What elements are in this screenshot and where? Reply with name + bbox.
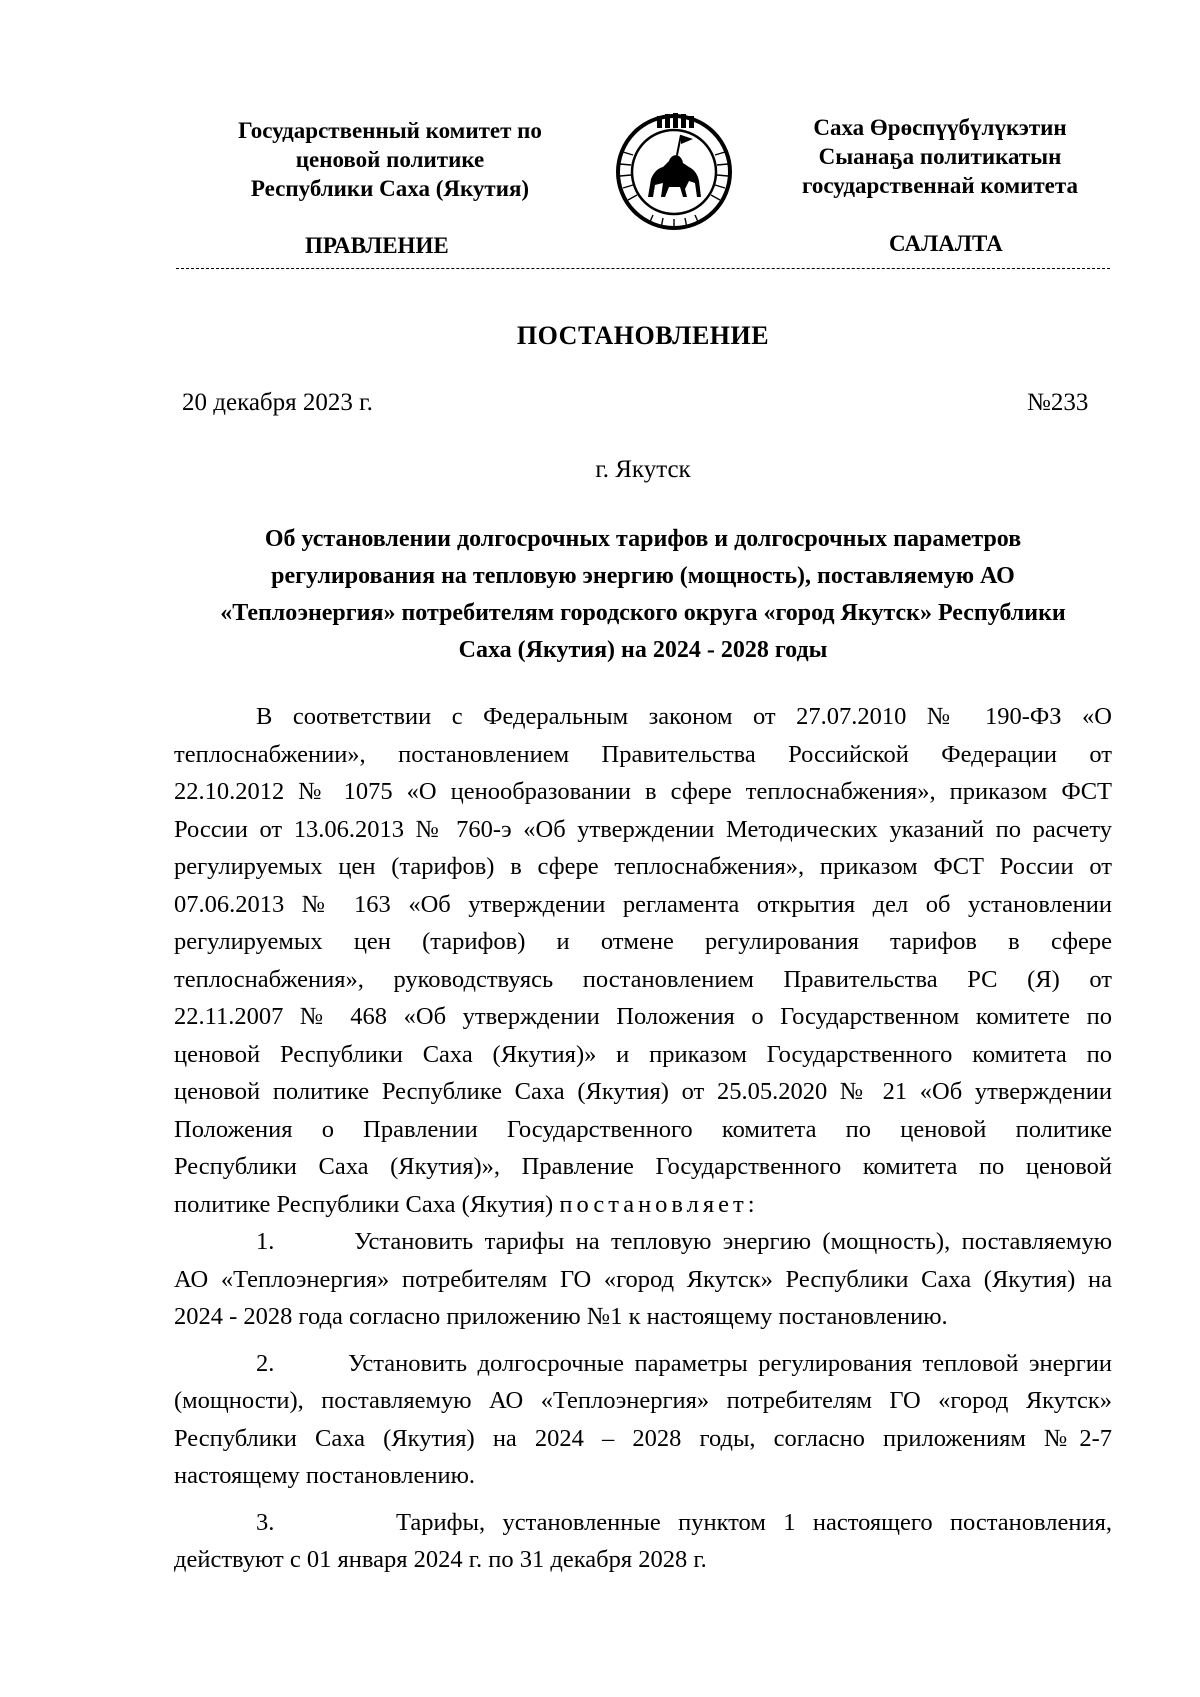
- preamble-line-prefix: политике Республики Саха (Якутия): [174, 1190, 560, 1218]
- board-label-yakut: САЛАЛТА: [889, 231, 1003, 256]
- preamble-line: 07.06.2013 № 163 «Об утверждении регламента открытия дел об установлении: [174, 890, 1112, 918]
- issuer-line: Государственный комитет по: [238, 118, 542, 143]
- document-type: ПОСТАНОВЛЕНИЕ: [516, 321, 770, 350]
- item-text: Установить тарифы на тепловую энергию (мощность), поставляемую: [354, 1228, 1112, 1255]
- item-line: 2024 - 2028 года согласно приложению №1 к настоящему постановлению.: [174, 1303, 948, 1330]
- item-line: Республики Саха (Якутия) на 2024 – 2028 годы, согласно приложениям №2-7: [174, 1424, 1112, 1452]
- preamble-line: регулируемых цен (тарифов) в сфере теплоснабжения», приказом ФСТ России от: [174, 853, 1112, 880]
- decree-word: постановляет:: [559, 1190, 759, 1218]
- board-label-russian: ПРАВЛЕНИЕ: [305, 233, 449, 258]
- item-number: 3.: [256, 1508, 275, 1536]
- issuer-name-yakut: [760, 113, 1120, 200]
- preamble-line: [174, 1186, 1112, 1224]
- preamble-line: России от 13.06.2013 № 760-э «Об утверждении Методических указаний по расчету: [174, 815, 1112, 843]
- item-text: Установить долгосрочные параметры регулирования тепловой энергии: [347, 1349, 1112, 1377]
- preamble-line: Положения о Правлении Государственного комитета по ценовой политике: [174, 1115, 1112, 1143]
- item-line: действуют с 01 января 2024 г. по 31 декабря 2028 г.: [174, 1546, 707, 1573]
- preamble-line: ценовой Республики Саха (Якутия)» и приказом Государственного комитета по: [174, 1040, 1112, 1068]
- preamble-line: 22.11.2007 № 468 «Об утверждении Положения о Государственном комитете по: [174, 1003, 1112, 1030]
- item-line: АО «Теплоэнергия» потребителям ГО «город Якутск» Республики Саха (Якутия) на: [174, 1265, 1112, 1293]
- preamble-line: Республики Саха (Якутия)», Правление Государственного комитета по ценовой: [174, 1153, 1112, 1180]
- item-line: [174, 1345, 1112, 1383]
- issuer-line: Саха Өрөспүүбүлүкэтин: [813, 115, 1067, 140]
- coat-of-arms-emblem: [613, 111, 735, 233]
- document-body: [174, 698, 1112, 1579]
- issuer-line: ценовой политике: [295, 147, 485, 172]
- issuer-name-russian: [190, 116, 590, 203]
- issuer-line: государственнай комитета: [802, 173, 1078, 198]
- item-line: [174, 1504, 1112, 1542]
- title-line: Саха (Якутия) на 2024 - 2028 годы: [458, 637, 828, 663]
- paragraph-gap: [174, 1336, 1112, 1345]
- document-date: 20 декабря 2023 г.: [182, 389, 373, 416]
- item-text: Тарифы, установленные пунктом 1 настоящего постановления,: [396, 1508, 1112, 1536]
- title-line: «Теплоэнергия» потребителям городского округа «город Якутск» Республики: [220, 600, 1066, 626]
- title-line: Об установлении долгосрочных тарифов и долгосрочных параметров: [264, 526, 1022, 552]
- title-line: регулирования на тепловую энергию (мощность), поставляемую АО: [271, 563, 1015, 589]
- document-title: [176, 521, 1110, 669]
- document-city: г. Якутск: [595, 456, 691, 483]
- issuer-line: Республики Саха (Якутия): [250, 176, 530, 201]
- preamble-line: теплоснабжения», руководствуясь постановлением Правительства РС (Я) от: [174, 965, 1112, 993]
- issuer-line: Сыанаҕа политикатын: [818, 144, 1062, 169]
- item-line: [174, 1223, 1112, 1261]
- preamble-line: регулируемых цен (тарифов) и отмене регулирования тарифов в сфере: [174, 928, 1112, 955]
- item-line: настоящему постановлению.: [174, 1462, 475, 1489]
- item-number: 1.: [256, 1228, 275, 1255]
- header-divider: [176, 268, 1110, 269]
- preamble-line: теплоснабжении», постановлением Правительства Российской Федерации от: [174, 740, 1112, 768]
- item-line: (мощности), поставляемую АО «Теплоэнергия» потребителям ГО «город Якутск»: [174, 1387, 1112, 1414]
- item-number: 2.: [256, 1349, 275, 1377]
- preamble-line: 22.10.2012 № 1075 «О ценообразовании в сфере теплоснабжения», приказом ФСТ: [174, 778, 1112, 805]
- preamble-line: ценовой политике Республике Саха (Якутия) от 25.05.2020 № 21 «Об утверждении: [174, 1078, 1112, 1105]
- document-number: №233: [1027, 389, 1089, 416]
- paragraph-gap: [174, 1495, 1112, 1504]
- preamble-line: В соответствии с Федеральным законом от 27.07.2010 № 190-ФЗ «О: [256, 703, 1112, 730]
